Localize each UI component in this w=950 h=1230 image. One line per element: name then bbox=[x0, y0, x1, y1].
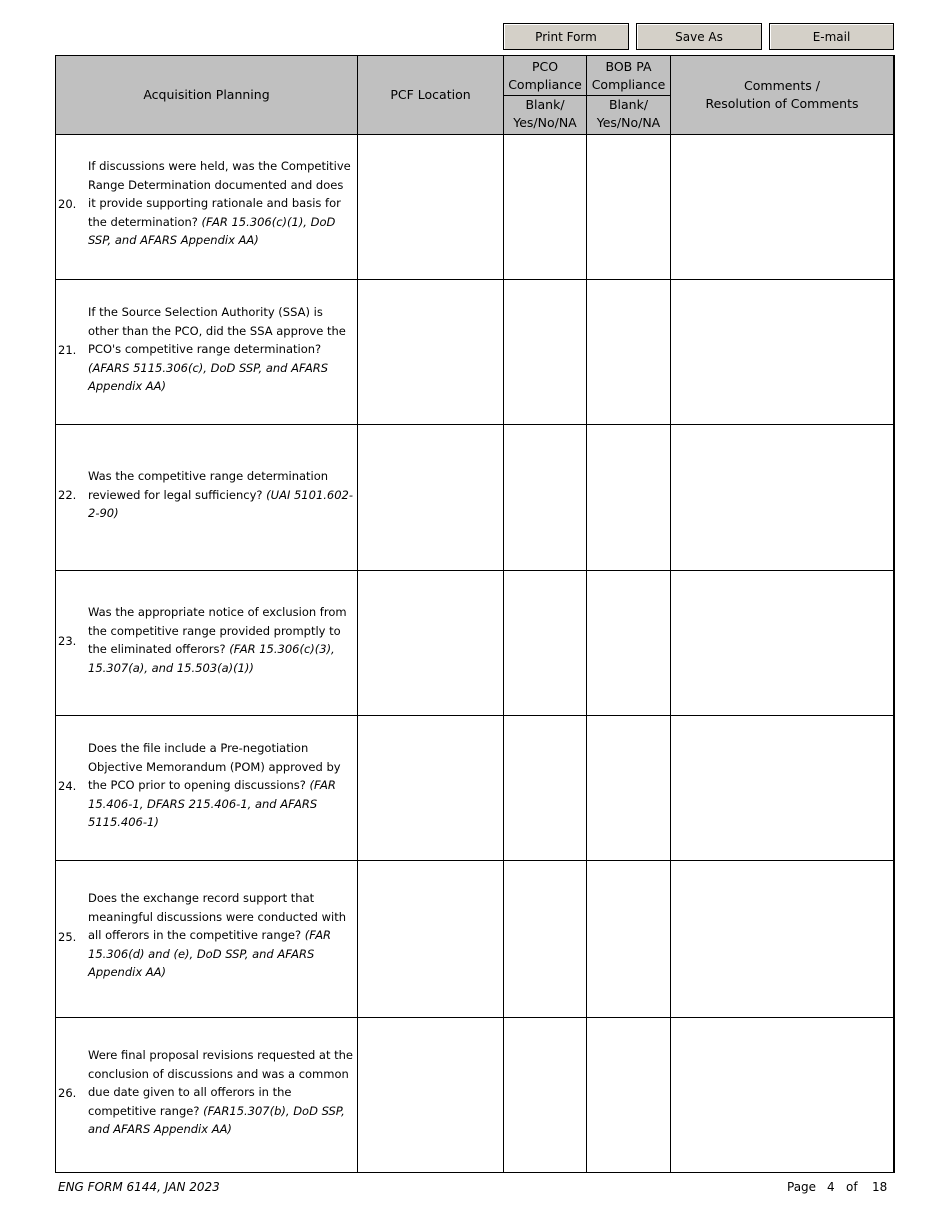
question-citation: (FAR 15.306(c)(1), DoD SSP, and AFARS Appendix AA) bbox=[88, 214, 336, 248]
row-number: 24. bbox=[58, 779, 77, 793]
question-text bbox=[88, 157, 354, 250]
row-number: 22. bbox=[58, 488, 77, 502]
page-total: 18 bbox=[872, 1180, 888, 1194]
row-divider bbox=[55, 279, 895, 280]
row-divider bbox=[55, 1017, 895, 1018]
row-number: 21. bbox=[58, 343, 77, 357]
question-body: Was the competitive range determination reviewed for legal sufficiency? bbox=[88, 469, 329, 502]
print-form-button[interactable]: Print Form bbox=[503, 23, 629, 50]
header-pco-blank-yes-no: Blank/ Yes/No/NA bbox=[513, 97, 577, 130]
column-divider bbox=[670, 55, 671, 1173]
table-border-left bbox=[55, 55, 56, 1173]
header-bob-compliance: BOB PA Compliance bbox=[591, 59, 666, 92]
page-number: 4 bbox=[827, 1180, 835, 1194]
question-citation: (AFARS 5115.306(c), DoD SSP, and AFARS Appendix AA) bbox=[88, 360, 329, 394]
row-number: 23. bbox=[58, 634, 77, 648]
column-divider bbox=[503, 55, 504, 1173]
row-number: 25. bbox=[58, 930, 77, 944]
header-comments-line2: Resolution of Comments bbox=[705, 96, 859, 111]
question-text bbox=[88, 739, 354, 832]
table-border-right bbox=[893, 55, 895, 1173]
header-pcf-location: PCF Location bbox=[390, 87, 471, 102]
row-divider bbox=[55, 424, 895, 425]
question-citation: (UAI 5101.602-2-90) bbox=[88, 487, 354, 521]
table-border-top bbox=[55, 55, 895, 56]
header-comments bbox=[671, 56, 893, 134]
page-of-label: of bbox=[846, 1180, 858, 1194]
question-citation: (FAR 15.306(d) and (e), DoD SSP, and AFARS Appendix AA) bbox=[88, 928, 332, 980]
column-divider bbox=[586, 55, 587, 1173]
question-body: If the Source Selection Authority (SSA) is other than the PCO, did the SSA approve the PCO's competitive range determination? bbox=[88, 305, 346, 357]
question-text bbox=[88, 303, 354, 396]
header-bob-blank-yes-no: Blank/ Yes/No/NA bbox=[596, 97, 661, 130]
question-body: Does the exchange record support that meaningful discussions were conducted with all offerors in the competitive range? bbox=[88, 891, 347, 943]
email-button[interactable]: E-mail bbox=[769, 23, 894, 50]
save-as-button[interactable]: Save As bbox=[636, 23, 762, 50]
question-citation: (FAR 15.306(c)(3), 15.307(a), and 15.503(a)(1)) bbox=[88, 642, 335, 675]
question-citation: (FAR15.307(b), DoD SSP, and AFARS Appendix AA) bbox=[88, 1103, 345, 1137]
row-divider bbox=[55, 570, 895, 571]
row-number: 26. bbox=[58, 1086, 77, 1100]
row-divider bbox=[55, 134, 895, 135]
header-pco-compliance: PCO Compliance bbox=[508, 59, 582, 92]
question-body: Were final proposal revisions requested at the conclusion of discussions and was a common due date given to all offerors in the competitive range? bbox=[88, 1048, 353, 1118]
row-number: 20. bbox=[58, 197, 77, 211]
question-text bbox=[88, 1046, 354, 1139]
question-text bbox=[88, 603, 354, 677]
question-body: Does the file include a Pre-negotiation Objective Memorandum (POM) approved by the PCO prior to opening discussions? bbox=[88, 741, 341, 793]
table-border-bottom bbox=[55, 1172, 895, 1173]
row-divider bbox=[55, 860, 895, 861]
form-number: ENG FORM 6144, JAN 2023 bbox=[58, 1180, 220, 1194]
header-subdivider bbox=[503, 95, 671, 96]
question-text bbox=[88, 467, 354, 523]
header-comments-line1: Comments / bbox=[744, 78, 820, 93]
question-citation: (FAR 15.406-1, DFARS 215.406-1, and AFARS 5115.406-1) bbox=[88, 778, 336, 830]
page-label: Page bbox=[787, 1180, 817, 1194]
question-text bbox=[88, 889, 354, 982]
question-body: If discussions were held, was the Competitive Range Determination documented and does it provide supporting rationale and basis for the determination? bbox=[88, 159, 351, 229]
column-divider bbox=[357, 55, 358, 1173]
row-divider bbox=[55, 715, 895, 716]
header-acquisition-planning: Acquisition Planning bbox=[143, 87, 270, 102]
question-body: Was the appropriate notice of exclusion from the competitive range provided promptly to the eliminated offerors? bbox=[88, 605, 347, 657]
